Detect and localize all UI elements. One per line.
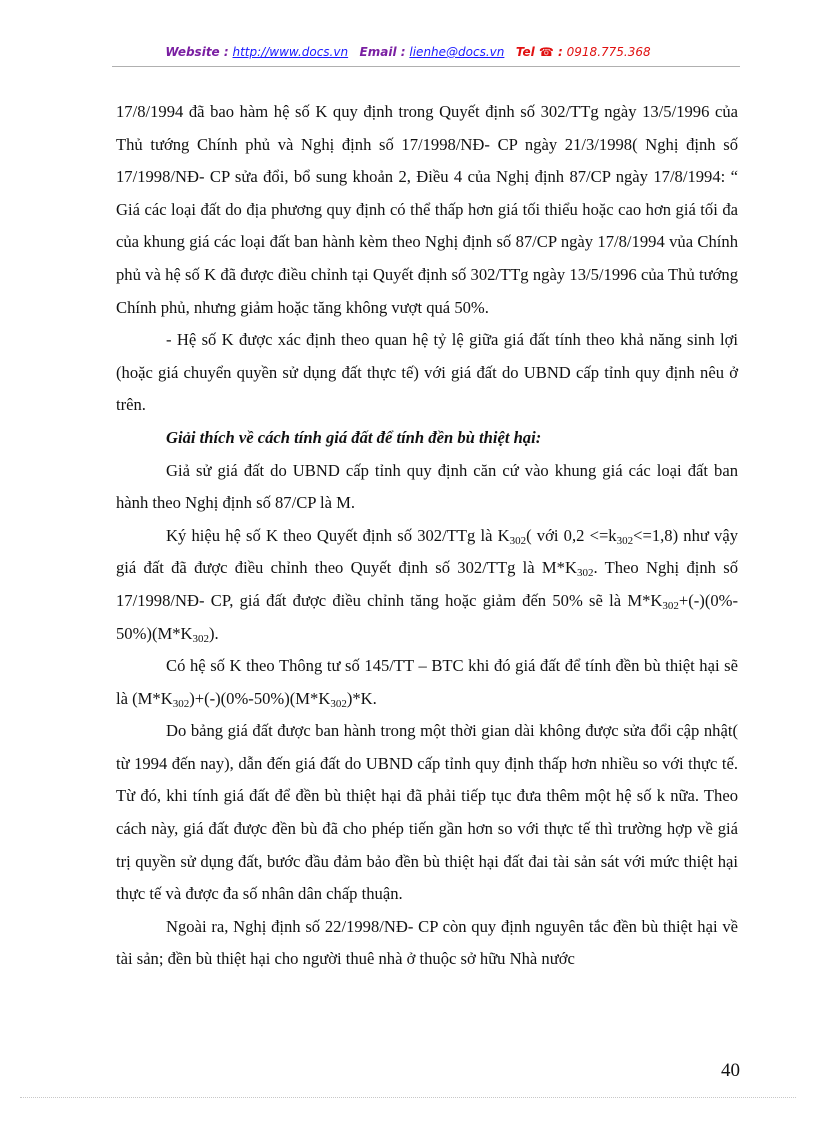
body-text bbox=[116, 96, 738, 976]
page-header bbox=[0, 45, 816, 59]
header-divider bbox=[112, 66, 740, 67]
paragraph-compensation-formula bbox=[116, 650, 738, 715]
formula-text: Ký hiệu hệ số K theo Quyết định số 302/TTg là K bbox=[166, 525, 510, 545]
subscript: 302 bbox=[616, 534, 634, 547]
tel-label: Tel ☎ : bbox=[515, 45, 563, 59]
formula-text: )*K. bbox=[346, 688, 377, 708]
subscript: 302 bbox=[172, 697, 190, 710]
formula-text: ( với 0,2 <=k bbox=[526, 525, 617, 545]
footer-divider bbox=[20, 1097, 796, 1098]
paragraph-k-coefficient: - Hệ số K được xác định theo quan hệ tỷ lệ giữa giá đất tính theo khả năng sinh lợi (hoặc giá chuyển quyền sử dụng đất thực tế) với giá đất do UBND cấp tỉnh quy định nêu ở trên. bbox=[116, 330, 738, 415]
section-heading: Giải thích về cách tính giá đất để tính đền bù thiệt hại: bbox=[166, 427, 542, 447]
subscript: 302 bbox=[330, 697, 347, 710]
page-number: 40 bbox=[721, 1060, 740, 1081]
formula-text: . Theo Nghị định số 17/1998/NĐ- CP, giá đất được điều chỉnh tăng hoặc giảm đến 50% sẽ là M*K bbox=[116, 558, 738, 610]
website-link[interactable]: http://www.docs.vn bbox=[232, 45, 349, 59]
subscript: 302 bbox=[576, 567, 594, 580]
subscript: 302 bbox=[192, 632, 210, 645]
paragraph-continuation: 17/8/1994 đã bao hàm hệ số K quy định trong Quyết định số 302/TTg ngày 13/5/1996 của Thủ tướng Chính phủ và Nghị định số 17/1998/NĐ- CP ngày 21/3/1998( Nghị định số 17/1998/NĐ- CP sửa đổi, bổ sung khoản 2, Điều 4 của Nghị định 87/CP ngày 17/8/1994: “ Giá các loại đất do địa phương quy định có thể thấp hơn giá tối thiểu hoặc cao hơn giá tối đa của khung giá các loại đất ban hành kèm theo Nghị định số 87/CP ngày 17/8/1994 vủa Chính phủ và hệ số K đã được điều chỉnh tại Quyết định số 302/TTg ngày 13/5/1996 của Thủ tướng Chính phủ, nhưng giảm hoặc tăng không vượt quá 50%. bbox=[116, 102, 738, 317]
paragraph-k302-formula bbox=[116, 520, 738, 650]
formula-text: )+(-)(0%-50%)(M*K bbox=[189, 688, 331, 708]
formula-text: <=1,8) như vậy giá đất đã được điều chỉnh theo Quyết định số 302/TTg là M*K bbox=[116, 525, 738, 578]
paragraph-price-table: Do bảng giá đất được ban hành trong một thời gian dài không được sửa đổi cập nhật( từ 1994 đến nay), dẫn đến giá đất do UBND cấp tỉnh quy định thấp hơn nhiều so với thực tế. Từ đó, khi tính giá đất để đền bù thiệt hại đã phải tiếp tục đưa thêm một hệ số k nữa. Theo cách này, giá đất được đền bù đã cho phép tiến gần hơn so với thực tế thì trường hợp về giá trị quyền sử dụng đất, bước đầu đảm bảo đền bù thiệt hại đất đai tài sản sát với mức thiệt hại thực tế và được đa số nhân dân chấp thuận. bbox=[116, 721, 738, 904]
phone-number: 0918.775.368 bbox=[566, 45, 651, 59]
formula-text: ). bbox=[209, 623, 219, 643]
website-label: Website : bbox=[165, 45, 229, 59]
subscript: 302 bbox=[509, 534, 527, 547]
email-label: Email : bbox=[359, 45, 406, 59]
email-link[interactable]: lienhe@docs.vn bbox=[409, 45, 505, 59]
paragraph-decree-22: Ngoài ra, Nghị định số 22/1998/NĐ- CP còn quy định nguyên tắc đền bù thiệt hại về tài sản; đền bù thiệt hại cho người thuê nhà ở thuộc sở hữu Nhà nước bbox=[116, 916, 738, 969]
subscript: 302 bbox=[662, 599, 679, 612]
formula-text: Có hệ số K theo Thông tư số 145/TT – BTC khi đó giá đất để tính đền bù thiệt hại sẽ là (M*K bbox=[116, 656, 738, 708]
formula-text: +(-)(0%- 50%)(M*K bbox=[116, 590, 738, 643]
paragraph-assumption: Giả sử giá đất do UBND cấp tỉnh quy định căn cứ vào khung giá các loại đất ban hành theo Nghị định số 87/CP là M. bbox=[116, 460, 738, 513]
